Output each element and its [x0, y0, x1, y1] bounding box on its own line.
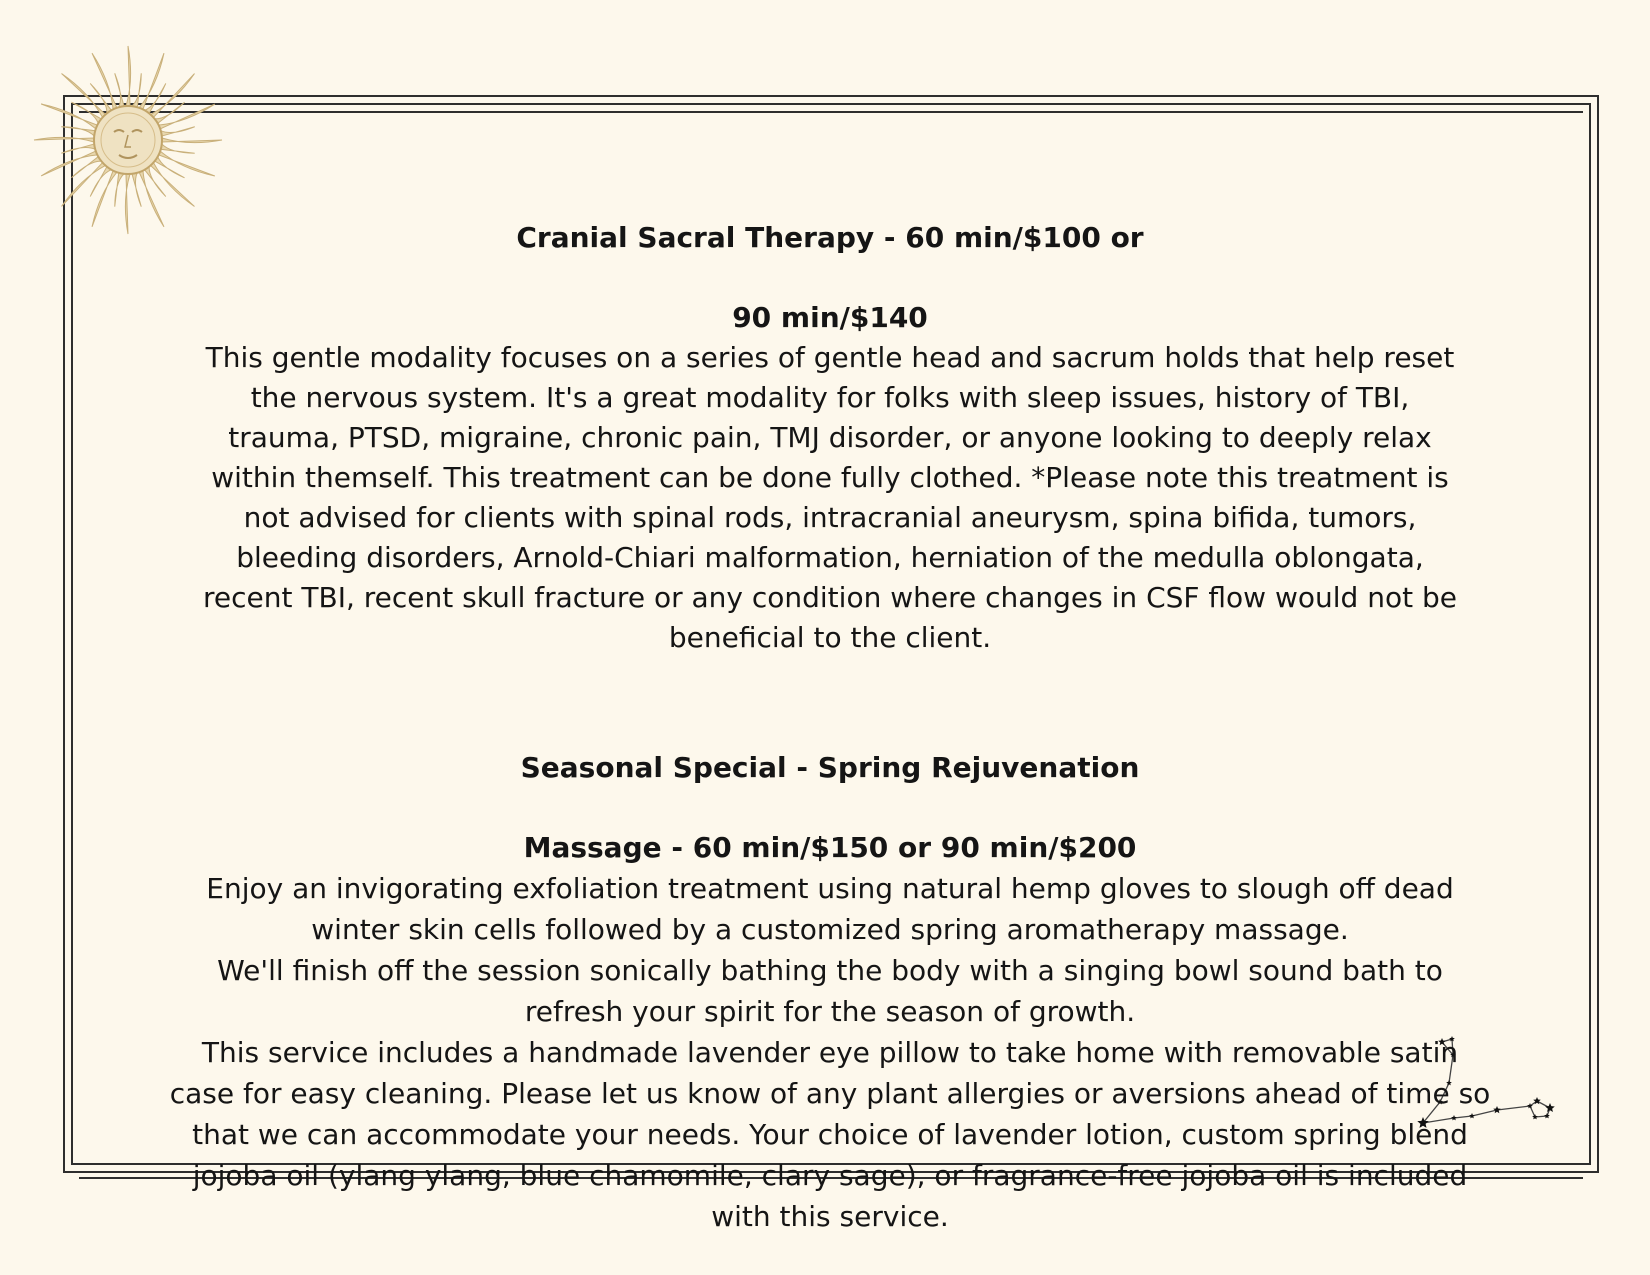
- description-line: recent TBI, recent skull fracture or any condition where changes in CSF flow would not be: [203, 581, 1457, 614]
- description-line: This gentle modality focuses on a series of gentle head and sacrum holds that help reset: [205, 341, 1455, 374]
- sun-ray: [162, 138, 222, 143]
- constellation-star: [1532, 1114, 1538, 1119]
- sun-ray: [161, 144, 195, 153]
- description-line: winter skin cells followed by a customized spring aromatherapy massage.: [311, 913, 1349, 946]
- description-line: not advised for clients with spinal rods, intracranial aneurysm, spina bifida, tumors,: [243, 501, 1417, 534]
- sun-ray: [155, 157, 185, 178]
- sun-ray: [61, 144, 95, 153]
- description-line: case for easy cleaning. Please let us know of any plant allergies or aversions ahead of time so: [169, 1077, 1491, 1110]
- sun-ray: [34, 137, 94, 142]
- sun-ray: [161, 127, 195, 136]
- service-description: [130, 338, 1530, 658]
- sun-ray: [92, 171, 117, 227]
- sun-ray: [151, 74, 195, 118]
- description-line: trauma, PTSD, migraine, chronic pain, TMJ disorder, or anyone looking to deeply relax: [228, 421, 1432, 454]
- description-line: refresh your spirit for the season of growth.: [524, 995, 1136, 1028]
- service-cranial-sacral: [130, 178, 1530, 658]
- description-line: within themself. This treatment can be done fully clothed. *Please note this treatment is: [211, 461, 1449, 494]
- sun-ray: [115, 73, 124, 107]
- description-line: jojoba oil (ylang ylang, blue chamomile, clary sage), or fragrance-free jojoba oil is included: [192, 1159, 1468, 1192]
- service-title-line: Massage - 60 min/$150 or 90 min/$200: [523, 831, 1137, 864]
- sun-ray: [90, 167, 111, 197]
- description-line: with this service.: [711, 1200, 949, 1233]
- sun-ray: [61, 127, 95, 136]
- service-description: [130, 868, 1530, 1237]
- sun-ray: [115, 173, 124, 207]
- service-title: [130, 708, 1530, 868]
- description-line: bleeding disorders, Arnold-Chiari malformation, herniation of the medulla oblongata,: [236, 541, 1424, 574]
- sun-ray: [41, 104, 97, 129]
- service-title-line: Seasonal Special - Spring Rejuvenation: [520, 751, 1140, 784]
- constellation-star: [1545, 1103, 1555, 1112]
- sun-ray: [126, 46, 131, 106]
- sun-ray: [71, 102, 101, 123]
- sun-ray: [139, 53, 164, 109]
- constellation-star: [1544, 1113, 1550, 1118]
- service-title-line: 90 min/$140: [732, 301, 928, 334]
- description-line: beneficial to the client.: [668, 621, 992, 654]
- description-line: Enjoy an invigorating exfoliation treatment using natural hemp gloves to slough off dead: [206, 872, 1454, 905]
- sun-ray: [62, 163, 106, 207]
- sun-ray: [145, 83, 166, 113]
- services-content: [130, 178, 1530, 1237]
- sun-ray: [132, 73, 141, 107]
- description-line: that we can accommodate your needs. Your choice of lavender lotion, custom spring blend: [192, 1118, 1468, 1151]
- sun-ray: [159, 151, 215, 176]
- section-spacer: [130, 658, 1530, 708]
- description-line: We'll finish off the session sonically bathing the body with a singing bowl sound bath to: [217, 954, 1443, 987]
- description-line: the nervous system. It's a great modality for folks with sleep issues, history of TBI,: [250, 381, 1410, 414]
- service-title-line: Cranial Sacral Therapy - 60 min/$100 or: [516, 221, 1144, 254]
- sun-ray: [62, 74, 106, 118]
- service-spring-rejuvenation: [130, 708, 1530, 1237]
- description-line: This service includes a handmade lavender eye pillow to take home with removable satin: [201, 1036, 1459, 1069]
- service-title: [130, 178, 1530, 338]
